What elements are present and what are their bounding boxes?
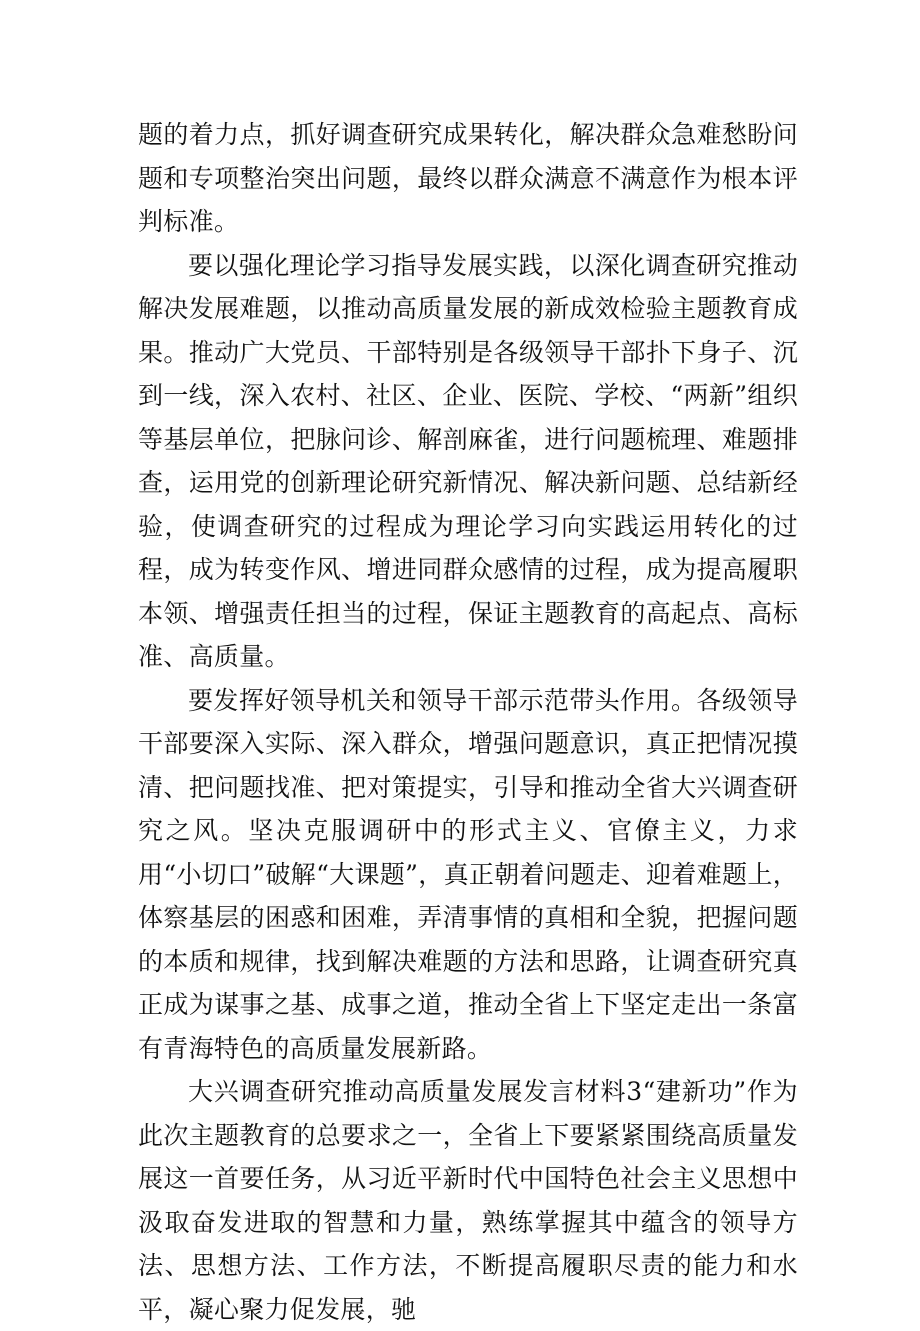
paragraph-1: 题的着力点，抓好调查研究成果转化，解决群众急难愁盼问题和专项整治突出问题，最终以群众满意不满意作为根本评判标准。 (138, 120, 798, 236)
paragraph-3: 要发挥好领导机关和领导干部示范带头作用。各级领导干部要深入实际、深入群众，增强问题意识，真正把情况摸清、把问题找准、把对策提实，引导和推动全省大兴调查研究之风。坚决克服调研中的形式主义、官僚主义，力求用“小切口”破解“大课题”，真正朝着问题走、迎着难题上，体察基层的困惑和困难，弄清事情的真相和全貌，把握问题的本质和规律，找到解决难题的方法和思路，让调查研究真正成为谋事之基、成事之道，推动全省上下坚定走出一条富有青海特色的高质量发展新路。 (138, 685, 798, 1063)
paragraph-2: 要以强化理论学习指导发展实践，以深化调查研究推动解决发展难题，以推动高质量发展的新成效检验主题教育成果。推动广大党员、干部特别是各级领导干部扑下身子、沉到一线，深入农村、社区、企业、医院、学校、“两新”组织等基层单位，把脉问诊、解剖麻雀，进行问题梳理、难题排查，运用党的创新理论研究新情况、解决新问题、总结新经验，使调查研究的过程成为理论学习向实践运用转化的过程，成为转变作风、增进同群众感情的过程，成为提高履职本领、增强责任担当的过程，保证主题教育的高起点、高标准、高质量。 (138, 250, 798, 671)
paragraph-4: 大兴调查研究推动高质量发展发言材料3“建新功”作为此次主题教育的总要求之一，全省上下要紧紧围绕高质量发展这一首要任务，从习近平新时代中国特色社会主义思想中汲取奋发进取的智慧和力量，熟练掌握其中蕴含的领导方法、思想方法、工作方法，不断提高履职尽责的能力和水平，凝心聚力促发展，驰 (138, 1077, 798, 1324)
document-body (138, 113, 798, 1331)
